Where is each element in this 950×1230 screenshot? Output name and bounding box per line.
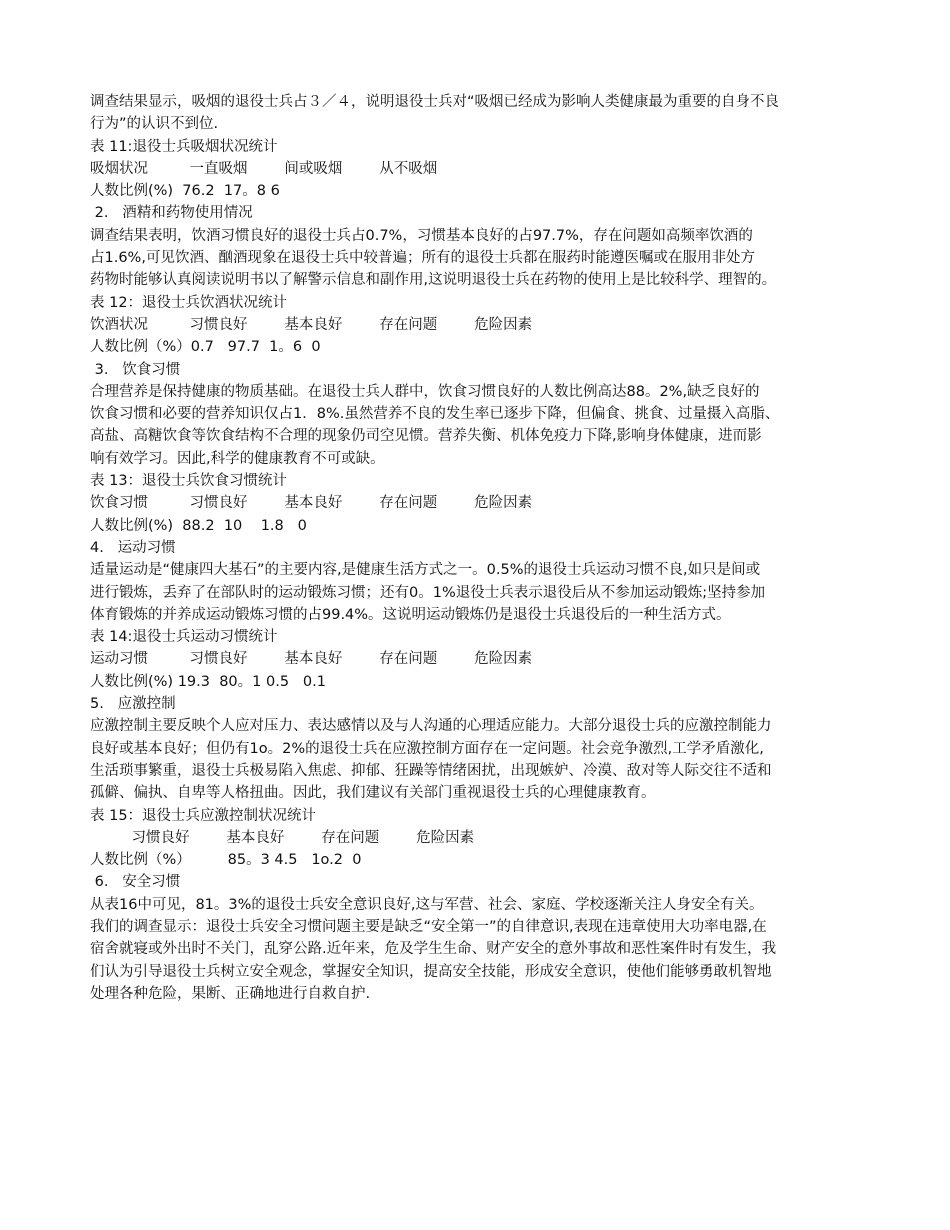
- text-line: 表 13：退役士兵饮食习惯统计: [90, 473, 288, 490]
- text-line: 宿舍就寝或外出时不关门，乱穿公路.近年来，危及学生生命、财产安全的意外事故和恶性案件时有发生，我: [90, 941, 777, 958]
- text-line: 吸烟状况 一直吸烟 间或吸烟 从不吸烟: [90, 160, 438, 177]
- text-line: 表 12：退役士兵饮酒状况统计: [90, 294, 288, 311]
- text-line: 表 15：退役士兵应激控制状况统计: [90, 807, 317, 824]
- text-line: 体育锻炼的并养成运动锻炼习惯的占99.4%。这说明运动锻炼仍是退役士兵退役后的一种生活方式。: [90, 606, 731, 623]
- text-line: 5. 应激控制: [90, 696, 176, 713]
- text-line: 人数比例(%) 76.2 17。8 6: [90, 183, 280, 200]
- text-line: 药物时能够认真阅读说明书以了解警示信息和副作用,这说明退役士兵在药物的使用上是比较科学、理智的。: [90, 272, 777, 289]
- text-line: 行为”的认识不到位.: [90, 116, 219, 133]
- text-line: 6. 安全习惯: [90, 874, 181, 891]
- text-line: 们认为引导退役士兵树立安全观念，掌握安全知识，提高安全技能，形成安全意识，使他们能够勇敢机智地: [90, 963, 772, 980]
- text-line: 应激控制主要反映个人应对压力、表达感情以及与人沟通的心理适应能力。大部分退役士兵的应激控制能力: [90, 718, 772, 735]
- text-line: 人数比例(%) 88.2 10 1.8 0: [90, 517, 307, 534]
- text-line: 饮酒状况 习惯良好 基本良好 存在问题 危险因素: [90, 316, 533, 333]
- text-line: 饮食习惯和必要的营养知识仅占1．8%.虽然营养不良的发生率已逐步下降，但偏食、挑食、过量摄入高脂、: [90, 406, 780, 423]
- text-line: 调查结果表明，饮酒习惯良好的退役士兵占0.7%，习惯基本良好的占97.7%，存在问题如高频率饮酒的: [90, 227, 753, 244]
- text-line: 调查结果显示，吸烟的退役士兵占３／４，说明退役士兵对“吸烟已经成为影响人类健康最为重要的自身不良: [90, 94, 780, 110]
- text-line: 我们的调查显示：退役士兵安全习惯问题主要是缺乏“安全第一”的自律意识,表现在违章使用大功率电器,在: [90, 918, 767, 935]
- text-line: 运动习惯 习惯良好 基本良好 存在问题 危险因素: [90, 651, 533, 668]
- text-line: 2. 酒精和药物使用情况: [90, 205, 253, 222]
- text-line: 从表16中可见，81。3%的退役士兵安全意识良好,这与军营、社会、家庭、学校逐渐关注人身安全有关。: [90, 896, 764, 913]
- text-line: 人数比例（%）0.7 97.7 1。6 0: [90, 339, 321, 356]
- document-body: [90, 91, 865, 1005]
- text-line: 3. 饮食习惯: [90, 361, 181, 378]
- text-line: 人数比例(%) 19.3 80。1 0.5 0.1: [90, 673, 326, 690]
- text-line: 进行锻炼，丢弃了在部队时的运动锻炼习惯；还有0。1%退役士兵表示退役后从不参加运动锻炼;坚持参加: [90, 584, 766, 601]
- text-line: 表 11:退役士兵吸烟状况统计: [90, 138, 278, 155]
- text-line: 占1.6%,可见饮酒、酗酒现象在退役士兵中较普遍；所有的退役士兵都在服药时能遵医嘱或在服用非处方: [90, 250, 755, 267]
- text-line: 合理营养是保持健康的物质基础。在退役士兵人群中，饮食习惯良好的人数比例高达88。2%,缺乏良好的: [90, 383, 760, 400]
- text-line: 表 14:退役士兵运动习惯统计: [90, 629, 278, 646]
- text-line: 高盐、高糖饮食等饮食结构不合理的现象仍司空见惯。营养失衡、机体免疫力下降,影响身体健康，进而影: [90, 428, 762, 445]
- text-line: 4. 运动习惯: [90, 539, 176, 556]
- text-line: 生活琐事繁重，退役士兵极易陷入焦虑、抑郁、狂躁等情绪困扰，出现嫉妒、冷漠、敌对等人际交往不适和: [90, 762, 772, 779]
- text-line: 孤僻、偏执、自卑等人格扭曲。因此，我们建议有关部门重视退役士兵的心理健康教育。: [90, 785, 656, 802]
- text-line: 良好或基本良好；但仍有1o。2%的退役士兵在应激控制方面存在一定问题。社会竞争激烈,工学矛盾激化,: [90, 740, 764, 757]
- text-line: 适量运动是“健康四大基石”的主要内容,是健康生活方式之一。0.5%的退役士兵运动习惯不良,如只是间或: [90, 562, 761, 579]
- text-line: 处理各种危险，果断、正确地进行自救自护.: [90, 985, 371, 1002]
- text-line: 响有效学习。因此,科学的健康教育不可或缺。: [90, 450, 385, 467]
- text-line: 习惯良好 基本良好 存在问题 危险因素: [90, 829, 475, 846]
- text-line: 饮食习惯 习惯良好 基本良好 存在问题 危险因素: [90, 495, 533, 512]
- text-line: 人数比例（%） 85。3 4.5 1o.2 0: [90, 852, 362, 869]
